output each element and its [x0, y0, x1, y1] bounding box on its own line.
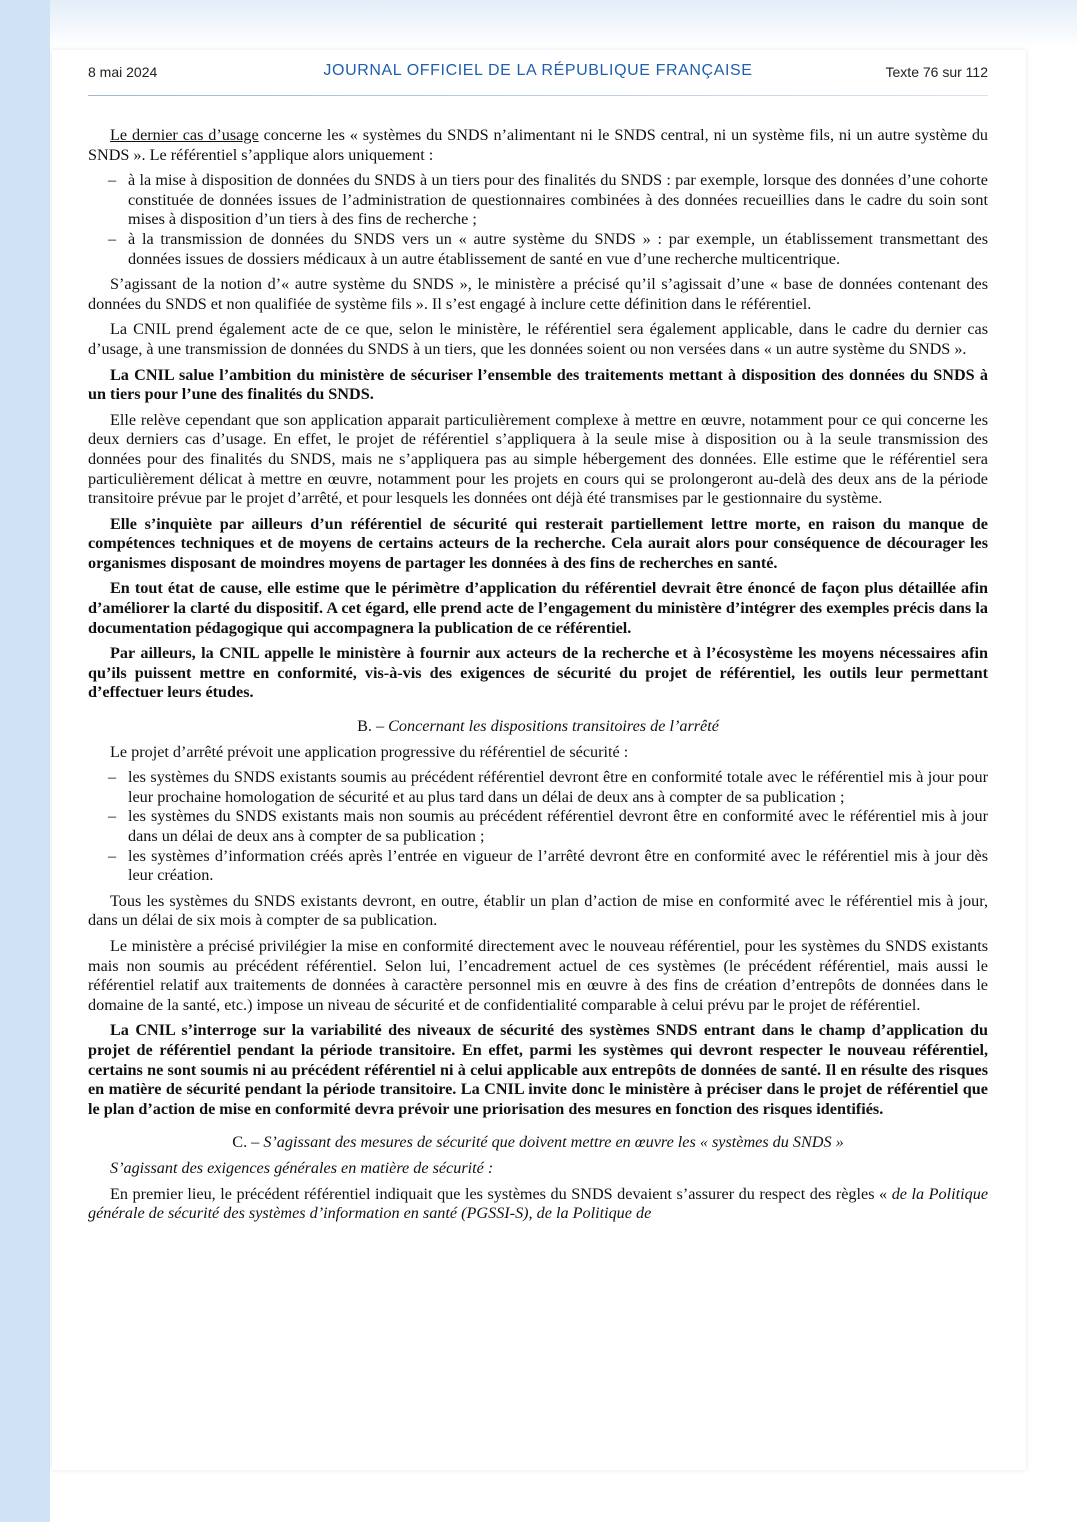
section-b-heading — [88, 717, 988, 737]
section-b-title: Concernant les dispositions transitoires de l’arrêté — [388, 717, 719, 736]
paragraph-10: Tous les systèmes du SNDS existants devront, en outre, établir un plan d’action de mise en conformité avec le référentiel mis à jour, dans un délai de six mois à compter de sa publication. — [88, 891, 988, 930]
header-text-number: Texte 76 sur 112 — [885, 64, 988, 80]
section-c-letter: C. – — [232, 1133, 264, 1152]
list-item-text: les systèmes du SNDS existants mais non soumis au précédent référentiel devront être en conformité avec le référentiel mis à jour dans un délai de deux ans à compter de sa publication ; — [128, 807, 988, 845]
paragraph-3: La CNIL prend également acte de ce que, selon le ministère, le référentiel sera également applicable, dans le cadre du dernier cas d’usage, à une transmission de données du SNDS à un tiers, que les données soient ou non versées dans « un autre système du SNDS ». — [88, 320, 988, 358]
list-item-text: les systèmes d’information créés après l’entrée en vigueur de l’arrêté devront être en conformité avec le référentiel mis à jour dès leur création. — [128, 846, 988, 885]
paragraph-5: Elle relève cependant que son application apparait particulièrement complexe à mettre en œuvre, notamment pour ce qui concerne les deux derniers cas d’usage. En effet, le projet de référentiel s’appliquera à la seule mise à disposition ou à la seule transmission des données pour des finalités du SNDS, mais ne s’appliquera pas au simple hébergement des données. Elle estime que le référentiel sera particulièrement délicat à mettre en œuvre, notamment pour les projets en cours qui se prolongeront au-delà des deux ans de la période transitoire prévue par le projet d’arrêté, et pour lesquels les données ont déjà été transmises par le gestionnaire du système. — [88, 410, 988, 508]
top-band — [0, 0, 1077, 48]
paragraph-1 — [88, 126, 988, 165]
paragraph-13-italic: S’agissant des exigences générales en matière de sécurité : — [110, 1158, 494, 1177]
paragraph-6-bold: Elle s’inquiète par ailleurs d’un référentiel de sécurité qui resterait partiellement lettre morte, en raison du manque de compétences techniques et de moyens de certains acteurs de la recherche. Cela aurait alors pour conséquence de décourager les organismes disposant de moindres moyens de partager les données à des fins de recherches en santé. — [88, 514, 988, 572]
list-item-text: à la mise à disposition de données du SNDS à un tiers pour des finalités du SNDS : par exemple, lorsque des données d’une cohorte constituée de données issues de l’administration de questionnaires combinées à des données recueillies dans le cadre du soin sont mises à disposition d’un tiers à des fins de recherche ; — [128, 171, 988, 229]
list-item: – les systèmes du SNDS existants soumis au précédent référentiel devront être en conformité totale avec le référentiel mis à jour pour leur prochaine homologation de sécurité et au plus tard dans un délai de deux ans à compter de sa publication ; — [108, 768, 988, 806]
document-body — [88, 126, 988, 1230]
list-item-text: à la transmission de données du SNDS vers un « autre système du SNDS » : par exemple, un établissement transmettant des données issues de dossiers médicaux à un autre établissement de santé en vue d’une recherche multicentrique. — [128, 229, 988, 268]
paragraph-8-bold: Par ailleurs, la CNIL appelle le ministère à fournir aux acteurs de la recherche et à l’écosystème les moyens nécessaires afin qu’ils puissent mettre en conformité, vis-à-vis des exigences de sécurité du projet de référentiel, les outils leur permettant d’effectuer leurs études. — [88, 644, 988, 702]
underlined-lead: Le dernier cas d’usage — [110, 126, 259, 144]
paragraph-14-text: En premier lieu, le précédent référentiel indiquait que les systèmes du SNDS devaient s’assurer du respect des règles « — [110, 1184, 892, 1203]
section-c-heading — [88, 1133, 988, 1153]
paragraph-7-bold: En tout état de cause, elle estime que le périmètre d’application du référentiel devrait être énoncé de façon plus détaillée afin d’améliorer la clarté du dispositif. A cet égard, elle prend acte de l’engagement du ministère d’intégrer des exemples précis dans la documentation pédagogique qui accompagnera la publication de ce référentiel. — [88, 579, 988, 637]
section-c-title: S’agissant des mesures de sécurité que doivent mettre en œuvre les « systèmes du SNDS » — [263, 1133, 844, 1152]
section-b-letter: B. – — [357, 717, 389, 736]
header-divider — [88, 95, 988, 96]
list-item: – les systèmes du SNDS existants mais non soumis au précédent référentiel devront être en conformité avec le référentiel mis à jour dans un délai de deux ans à compter de sa publication ; — [108, 807, 988, 845]
paragraph-4-bold: La CNIL salue l’ambition du ministère de sécuriser l’ensemble des traitements mettant à disposition des données du SNDS à un tiers pour l’une des finalités du SNDS. — [88, 365, 988, 404]
list-item: – les systèmes d’information créés après l’entrée en vigueur de l’arrêté devront être en conformité avec le référentiel mis à jour dès leur création. — [108, 846, 988, 885]
paragraph-2: S’agissant de la notion d’« autre système du SNDS », le ministère a précisé qu’il s’agissait d’une « base de données contenant des données du SNDS et non qualifiée de système fils ». Il s’est engagé à inclure cette définition dans le référentiel. — [88, 275, 988, 313]
paragraph-14 — [88, 1185, 988, 1224]
list-item: – à la transmission de données du SNDS vers un « autre système du SNDS » : par exemple, un établissement transmettant des données issues de dossiers médicaux à un autre établissement de santé en vue d’une recherche multicentrique. — [108, 229, 988, 268]
paragraph-9: Le projet d’arrêté prévoit une application progressive du référentiel de sécurité : — [110, 742, 629, 761]
header-date: 8 mai 2024 — [88, 64, 158, 80]
list-item-text: les systèmes du SNDS existants soumis au précédent référentiel devront être en conformité totale avec le référentiel mis à jour pour leur prochaine homologation de sécurité et au plus tard dans un délai de deux ans à compter de sa publication ; — [128, 768, 988, 806]
paragraph-12-bold: La CNIL s’interroge sur la variabilité des niveaux de sécurité des systèmes SNDS entrant dans le champ d’application du projet de référentiel pendant la période transitoire. En effet, parmi les systèmes qui devront respecter le nouveau référentiel, certains ne sont soumis ni au précédent référentiel ni à celui applicable aux entrepôts de données de santé. Il en résulte des risques en matière de sécurité pendant la période transitoire. La CNIL invite donc le ministère à préciser dans le projet de référentiel que le plan d’action de mise en conformité devra prévoir une priorisation des mesures en fonction des risques identifiés. — [88, 1021, 988, 1118]
paragraph-11: Le ministère a précisé privilégier la mise en conformité directement avec le nouveau référentiel, pour les systèmes du SNDS existants mais non soumis au précédent référentiel. Selon lui, l’encadrement actuel de ces systèmes (le précédent référentiel, mais aussi le référentiel relatif aux traitements de données à caractère personnel mis en œuvre à des fins de création d’entrepôts de données dans le domaine de la santé, etc.) impose un niveau de sécurité et de confidentialité comparable à celui prévu par le projet de référentiel. — [88, 936, 988, 1014]
list-1 — [88, 171, 988, 269]
list-item: – à la mise à disposition de données du SNDS à un tiers pour des finalités du SNDS : par exemple, lorsque des données d’une cohorte constituée de données issues de l’administration de questionnaires combinées à des données recueillies dans le cadre du soin sont mises à disposition d’un tiers à des fins de recherche ; — [108, 171, 988, 229]
paragraph-14-quote: de la Politique générale de sécurité des systèmes d’information en santé (PGSSI-S), de la Politique de — [88, 1184, 989, 1223]
paragraph-1-text: concerne les « systèmes du SNDS n’alimentant ni le SNDS central, ni un système fils, ni un autre système du SNDS ». Le référentiel s’applique alors uniquement : — [88, 126, 989, 164]
header-journal-title: JOURNAL OFFICIEL DE LA RÉPUBLIQUE FRANÇAISE — [323, 62, 753, 79]
left-margin-band — [0, 0, 50, 1522]
page-header — [88, 62, 988, 84]
list-2 — [88, 768, 988, 886]
